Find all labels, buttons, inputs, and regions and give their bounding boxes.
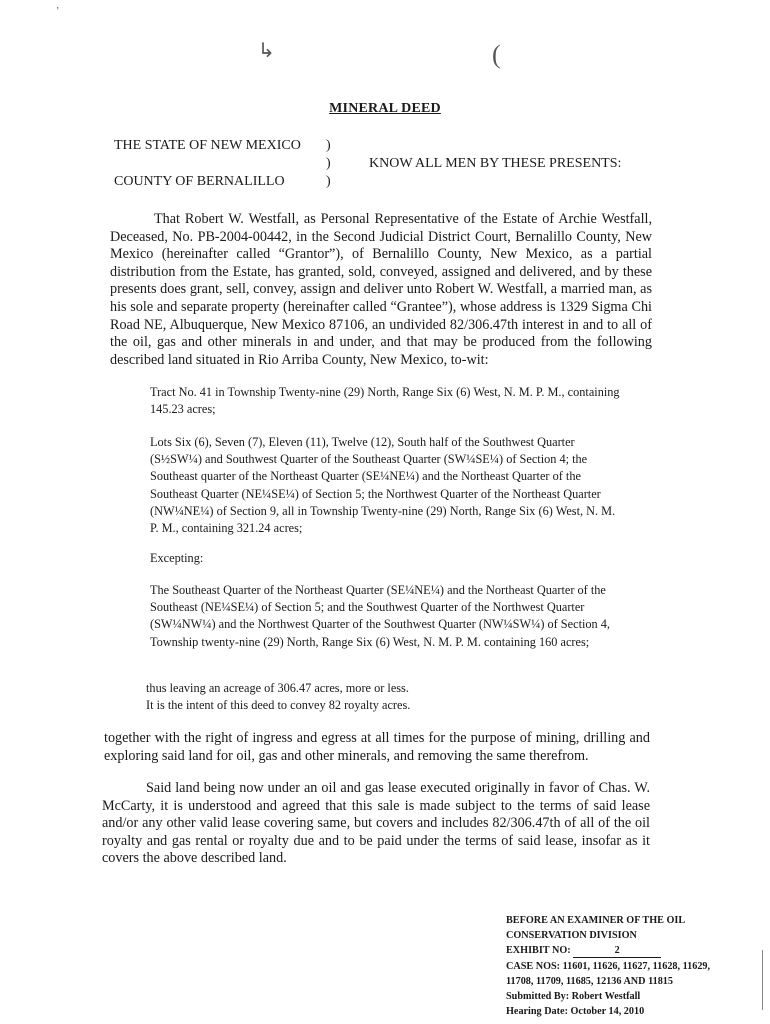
venue-paren: ): [326, 174, 331, 189]
exhibit-label: EXHIBIT NO:: [506, 945, 571, 957]
ingress-egress-paragraph: together with the right of ingress and egress at all times for the purpose of mining, drilling and exploring said land for oil, gas and other minerals, and removing the same therefrom.: [104, 730, 650, 764]
scan-mark-right: (: [492, 40, 501, 69]
venue-paren: ): [326, 138, 331, 153]
acreage-remaining: thus leaving an acreage of 306.47 acres, more or less.: [146, 681, 409, 695]
scan-speck: ’: [56, 6, 60, 17]
submitted-by: Submitted By: Robert Westfall: [506, 991, 641, 1003]
case-numbers: 11708, 11709, 11685, 12136 AND 11815: [506, 975, 673, 987]
tract-description: Tract No. 41 in Township Twenty-nine (29) North, Range Six (6) West, N. M. P. M., containing 145.23 acres;: [150, 385, 620, 417]
document-title: MINERAL DEED: [329, 101, 441, 116]
excepting-label: Excepting:: [150, 551, 204, 565]
lots-description: Lots Six (6), Seven (7), Eleven (11), Twelve (12), South half of the Southwest Quarter (S½SW¼) and Southwest Quarter of the Southeast Quarter (SW¼SE¼) of Section 4; the Southeast quarter of the Northeast Quarter (SE¼NE¼) and the Northeast Quarter of the Southeast Quarter (NE¼SE¼) of Section 5; the Northwest Quarter of the Northeast Quarter (NW¼NE¼) of Section 9, all in Township Twenty-nine (29) North, Range Six (6) West, N. M. P. M., containing 321.24 acres;: [150, 435, 616, 536]
lease-paragraph: Said land being now under an oil and gas lease executed originally in favor of Chas. W. McCarty, it is understood and agreed that this sale is made subject to the terms of said lease and/or any other valid lease covering same, but covers and includes 82/306.47th of all of the oil royalty and gas rental or royalty due and to be paid under the terms of said lease, insofar as it covers the above described land.: [102, 780, 650, 867]
exception-description: The Southeast Quarter of the Northeast Quarter (SE¼NE¼) and the Northeast Quarter of the Southeast (NE¼SE¼) of Section 5; and the Southwest Quarter of the Northwest Quarter (SW¼NW¼) and the Northwest Quarter of the Southwest Quarter (NW¼SW¼) of Section 4, Township twenty-nine (29) North, Range Six (6) West, N. M. P. M. containing 160 acres;: [150, 583, 610, 649]
royalty-intent: It is the intent of this deed to convey 82 royalty acres.: [146, 698, 411, 712]
venue-state: THE STATE OF NEW MEXICO: [114, 138, 301, 153]
case-numbers: CASE NOS: 11601, 11626, 11627, 11628, 11629,: [506, 960, 711, 972]
exhibit-line: BEFORE AN EXAMINER OF THE OIL: [506, 915, 686, 926]
scan-edge-line: [762, 950, 763, 1010]
know-all-men: KNOW ALL MEN BY THESE PRESENTS:: [369, 156, 622, 171]
scan-mark-left: ↳: [258, 40, 275, 62]
hearing-date: Hearing Date: October 14, 2010: [506, 1006, 645, 1018]
exhibit-number: 2: [573, 945, 661, 958]
venue-paren: ): [326, 156, 331, 171]
exhibit-number-row: [506, 943, 746, 958]
exhibit-line: CONSERVATION DIVISION: [506, 930, 637, 942]
exhibit-stamp: [506, 913, 746, 1019]
grant-paragraph: That Robert W. Westfall, as Personal Representative of the Estate of Archie Westfall, Deceased, No. PB-2004-00442, in the Second Judicial District Court, Bernalillo County, New Mexico (hereinafter called “Grantor”), of Bernalillo County, New Mexico, as a partial distribution from the Estate, has granted, sold, conveyed, assigned and delivered, and by these presents does grant, sell, convey, assign and deliver unto Robert W. Westfall, a married man, as his sole and separate property (hereinafter called “Grantee”), whose address is 1329 Sigma Chi Road NE, Albuquerque, New Mexico 87106, an undivided 82/306.47th interest in and to all of the oil, gas and other minerals in and under, and that may be produced from the following described land situated in Rio Arriba County, New Mexico, to-wit:: [110, 211, 652, 368]
venue-county: COUNTY OF BERNALILLO: [114, 174, 285, 189]
